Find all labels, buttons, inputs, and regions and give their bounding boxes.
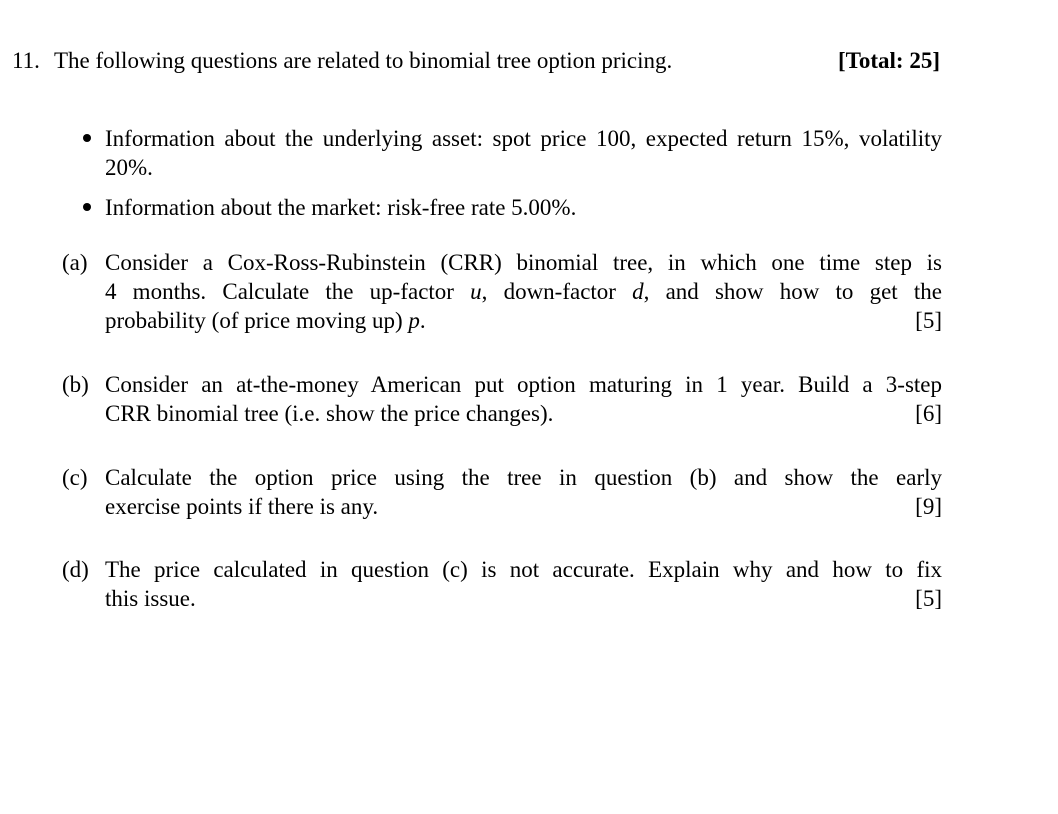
part-a-line-2 <box>105 277 942 306</box>
part-b <box>62 370 942 428</box>
bullet-text-asset: Information about the underlying asset: spot price 100, expected return 15%, volatility 20%. <box>105 126 942 180</box>
part-a <box>62 248 942 335</box>
part-a-line-2-post: , and show how to get the <box>643 279 942 304</box>
var-d: d <box>632 279 644 304</box>
part-d-label: (d) <box>62 557 89 582</box>
bullet-item-asset <box>80 124 942 182</box>
part-d-text <box>105 555 942 613</box>
question-total-marks: [Total: 25] <box>837 48 940 73</box>
bullet-icon <box>83 203 91 211</box>
part-a-line-3 <box>105 306 942 335</box>
part-a-line-1 <box>105 248 942 277</box>
part-c-line-2-text: exercise points if there is any. <box>105 494 379 519</box>
part-c-line-1-text: Calculate the option price using the tree in question (b) and show the early <box>105 465 942 490</box>
part-c <box>62 463 942 521</box>
var-u: u <box>470 279 482 304</box>
part-a-line-3-pre: probability (of price moving up) <box>105 308 409 333</box>
part-a-line-2-mid: , down-factor <box>481 279 633 304</box>
question-number: 11. <box>12 48 40 73</box>
part-d-line-2-text: this issue. <box>105 586 196 611</box>
part-d-line-1 <box>105 555 942 584</box>
bullet-item-market <box>80 193 942 222</box>
part-d <box>62 555 942 613</box>
part-b-label: (b) <box>62 372 89 397</box>
part-c-line-1 <box>105 463 942 492</box>
part-a-marks: [5] <box>915 308 942 333</box>
part-c-line-2 <box>105 492 942 521</box>
part-b-line-2-text: CRR binomial tree (i.e. show the price changes). <box>105 401 554 426</box>
part-b-line-2 <box>105 399 942 428</box>
var-p: p <box>408 308 420 333</box>
question-intro: The following questions are related to binomial tree option pricing. <box>54 48 673 73</box>
part-a-line-3-post: . <box>419 308 426 333</box>
part-b-marks: [6] <box>915 401 942 426</box>
part-c-label: (c) <box>62 465 88 490</box>
part-a-label: (a) <box>62 250 88 275</box>
part-c-marks: [9] <box>915 494 942 519</box>
bullet-text-market: Information about the market: risk-free rate 5.00%. <box>105 195 577 220</box>
question-header <box>12 46 940 76</box>
part-d-line-2 <box>105 584 942 613</box>
part-a-text <box>105 248 942 335</box>
part-d-line-1-text: The price calculated in question (c) is not accurate. Explain why and how to fix <box>105 557 942 582</box>
part-b-text <box>105 370 942 428</box>
bullet-icon <box>83 134 91 142</box>
info-bullet-list <box>80 124 942 233</box>
part-a-line-1-text: Consider a Cox-Ross-Rubinstein (CRR) binomial tree, in which one time step is <box>105 250 942 275</box>
part-c-text <box>105 463 942 521</box>
part-a-line-2-pre: 4 months. Calculate the up-factor <box>105 279 471 304</box>
part-d-marks: [5] <box>915 586 942 611</box>
part-b-line-1-text: Consider an at-the-money American put option maturing in 1 year. Build a 3-step <box>105 372 942 397</box>
part-b-line-1 <box>105 370 942 399</box>
